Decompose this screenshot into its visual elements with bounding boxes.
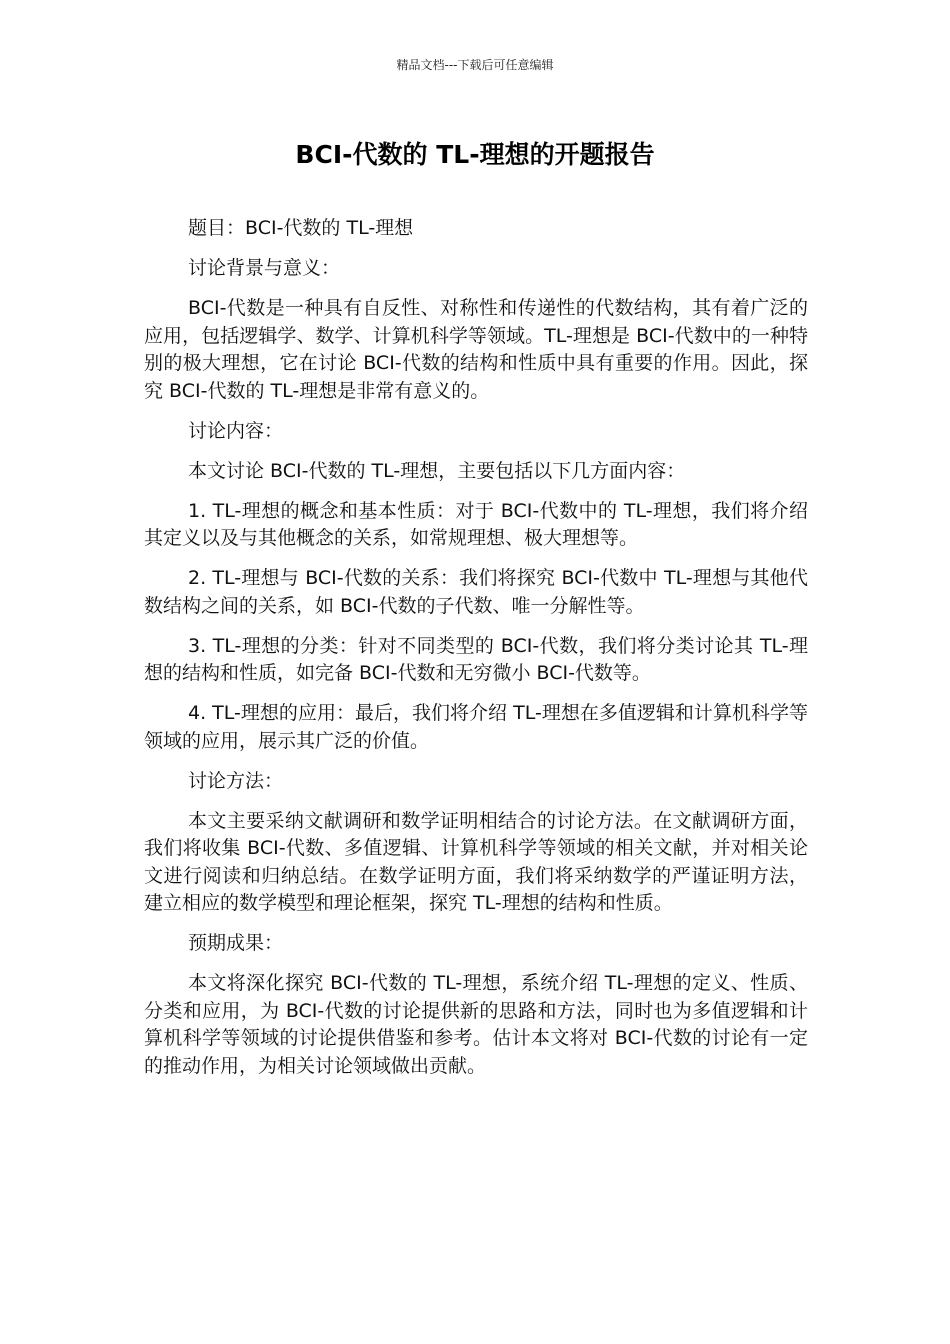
list-item-2: 2. TL-理想与 BCI-代数的关系：我们将探究 BCI-代数中 TL-理想与其他代数结构之间的关系，如 BCI-代数的子代数、唯一分解性等。 [144,567,808,617]
paragraph-background: BCI-代数是一种具有自反性、对称性和传递性的代数结构，其有着广泛的应用，包括逻辑学、数学、计算机科学等领域。TL-理想是 BCI-代数中的一种特别的极大理想，它在讨论 BCI-代数的结构和性质中具有重要的作用。因此，探究 BCI-代数的 TL-理想是非常有意义的。 [144,297,808,402]
heading-results: 预期成果： [188,932,284,954]
document-body [144,215,808,1093]
list-item-4: 4. TL-理想的应用：最后，我们将介绍 TL-理想在多值逻辑和计算机科学等领域的应用，展示其广泛的价值。 [144,702,808,752]
document-title: BCI-代数的 TL-理想的开题报告 [295,140,655,169]
page-header: 精品文档---下载后可任意编辑 [396,58,554,72]
paragraph-results: 本文将深化探究 BCI-代数的 TL-理想，系统介绍 TL-理想的定义、性质、分类和应用，为 BCI-代数的讨论提供新的思路和方法，同时也为多值逻辑和计算机科学等领域的讨论提供借鉴和参考。估计本文将对 BCI-代数的讨论有一定的推动作用，为相关讨论领域做出贡献。 [144,972,808,1077]
list-item-1: 1. TL-理想的概念和基本性质：对于 BCI-代数中的 TL-理想，我们将介绍其定义以及与其他概念的关系，如常规理想、极大理想等。 [144,499,808,549]
list-item-3: 3. TL-理想的分类：针对不同类型的 BCI-代数，我们将分类讨论其 TL-理想的结构和性质，如完备 BCI-代数和无穷微小 BCI-代数等。 [144,634,808,684]
paragraph-method: 本文主要采纳文献调研和数学证明相结合的讨论方法。在文献调研方面，我们将收集 BCI-代数、多值逻辑、计算机科学等领域的相关文献，并对相关论文进行阅读和归纳总结。在数学证明方面，我们将采纳数学的严谨证明方法，建立相应的数学模型和理论框架，探究 TL-理想的结构和性质。 [144,809,808,914]
paragraph-topic: 题目：BCI-代数的 TL-理想 [188,217,414,239]
heading-method: 讨论方法： [188,769,284,792]
heading-content: 讨论内容： [188,419,284,442]
heading-background: 讨论背景与意义： [188,257,341,279]
paragraph-content-intro: 本文讨论 BCI-代数的 TL-理想，主要包括以下几方面内容： [188,459,686,482]
